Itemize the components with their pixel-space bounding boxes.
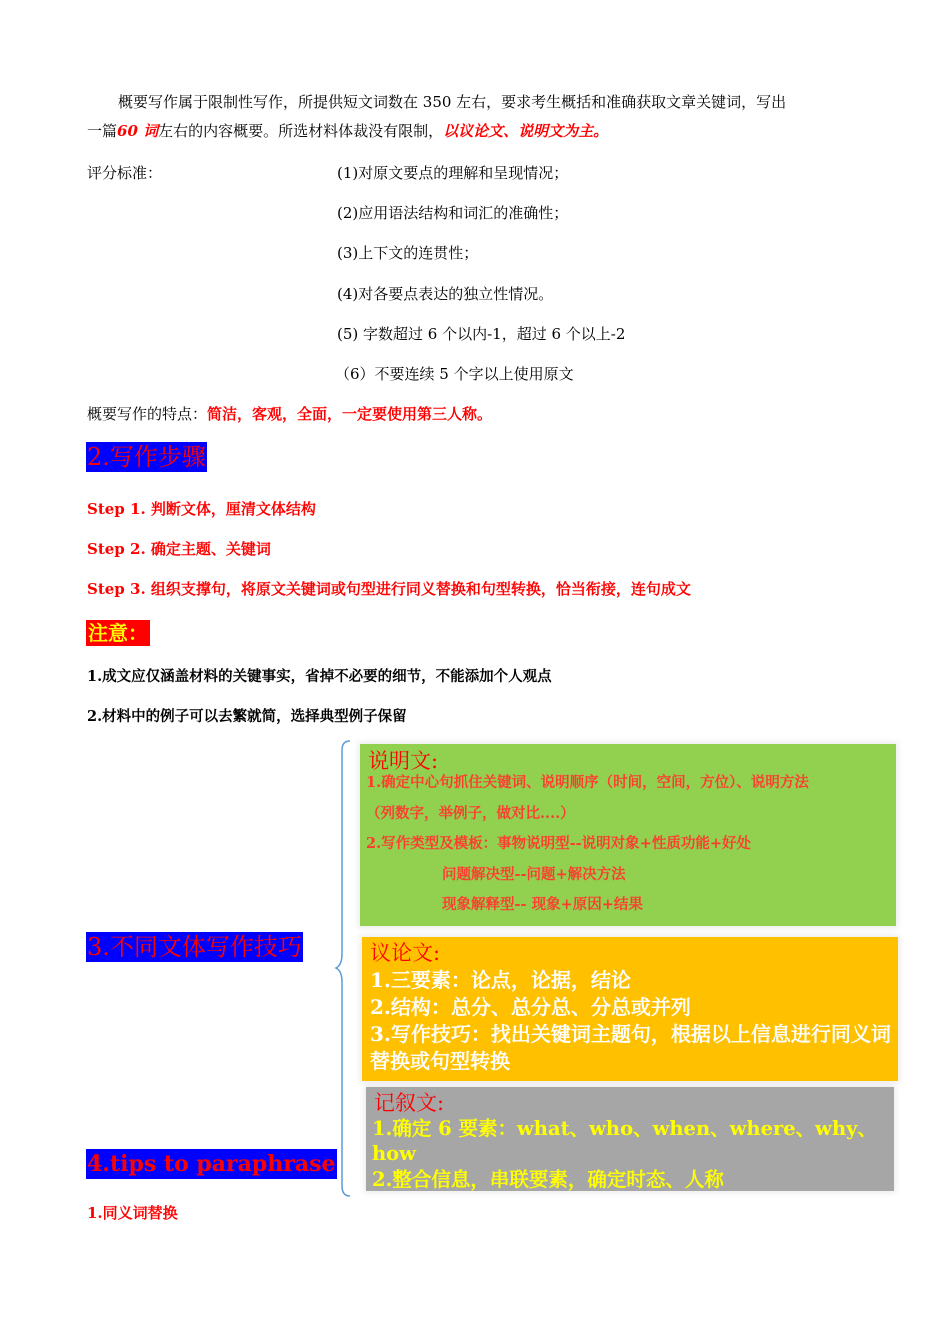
section-2-heading: 2.写作步骤 [87, 443, 206, 471]
criteria-item: (5) 字数超过 6 个以内-1，超过 6 个以上-2 [337, 325, 626, 343]
word-count-highlight: 60 词 [117, 122, 159, 140]
expository-line: 现象解释型-- 现象+原因+结果 [442, 896, 643, 913]
paraphrase-item-1: 1.同义词替换 [87, 1204, 178, 1222]
narrative-line: 1.确定 6 要素：what、who、when、where、why、how [372, 1117, 877, 1165]
expository-title: 说明文: [368, 749, 439, 773]
intro-line-2-start: 一篇 [87, 122, 118, 140]
argumentative-line: 1.三要素：论点，论据，结论 [370, 968, 631, 992]
notice-heading: 注意： [88, 621, 148, 645]
step-2: Step 2. 确定主题、关键词 [87, 540, 271, 558]
expository-line: 2.写作类型及模板：事物说明型--说明对象+性质功能+好处 [366, 835, 751, 852]
step-1: Step 1. 判断文体，厘清文体结构 [87, 500, 316, 518]
step-3: Step 3. 组织支撑句，将原文关键词或句型进行同义替换和句型转换，恰当衔接，连句成文 [87, 580, 691, 598]
criteria-item: (3)上下文的连贯性； [337, 244, 479, 262]
section-4-heading: 4.tips to paraphrase [87, 1151, 336, 1177]
section-3-heading: 3.不同文体写作技巧 [87, 933, 302, 961]
brace-connector [336, 740, 356, 1198]
criteria-item: （6）不要连续 5 个字以上使用原文 [335, 365, 574, 383]
narrative-line: 2.整合信息，串联要素，确定时态、人称 [372, 1168, 724, 1191]
narrative-title: 记叙文: [374, 1091, 445, 1115]
argumentative-line: 3.写作技巧：找出关键词主题句，根据以上信息进行同义词替换或句型转换 [370, 1022, 891, 1073]
criteria-item: (1)对原文要点的理解和呈现情况； [337, 164, 569, 182]
criteria-item: (2)应用语法结构和词汇的准确性； [337, 204, 569, 222]
features-value: 简洁，客观，全面，一定要使用第三人称。 [207, 405, 493, 423]
intro-line-1: 概要写作属于限制性写作，所提供短文词数在 350 左右，要求考生概括和准确获取文章关键词，写出 [118, 93, 787, 111]
intro-line-2 [87, 121, 608, 141]
argumentative-box [362, 937, 898, 1081]
narrative-box [366, 1087, 894, 1191]
expository-box [360, 744, 896, 926]
intro-line-2-middle: 左右的内容概要。所选材料体裁没有限制， [158, 122, 444, 140]
argumentative-title: 议论文: [370, 941, 441, 965]
criteria-label: 评分标准： [87, 164, 163, 182]
argumentative-line: 2.结构：总分、总分总、分总或并列 [370, 995, 691, 1019]
features-line [87, 404, 492, 424]
expository-line: 问题解决型--问题+解决方法 [442, 866, 626, 883]
notice-item-1: 1.成文应仅涵盖材料的关键事实，省掉不必要的细节，不能添加个人观点 [87, 668, 552, 685]
features-label: 概要写作的特点： [87, 405, 208, 423]
expository-line: 1.确定中心句抓住关键词、说明顺序（时间，空间，方位）、说明方法 [366, 774, 809, 791]
expository-line: （列数字，举例子，做对比....） [366, 805, 575, 822]
notice-item-2: 2.材料中的例子可以去繁就简，选择典型例子保留 [87, 708, 407, 725]
criteria-item: (4)对各要点表达的独立性情况。 [337, 285, 554, 303]
genre-emphasis: 以议论文、说明文为主。 [443, 122, 609, 140]
